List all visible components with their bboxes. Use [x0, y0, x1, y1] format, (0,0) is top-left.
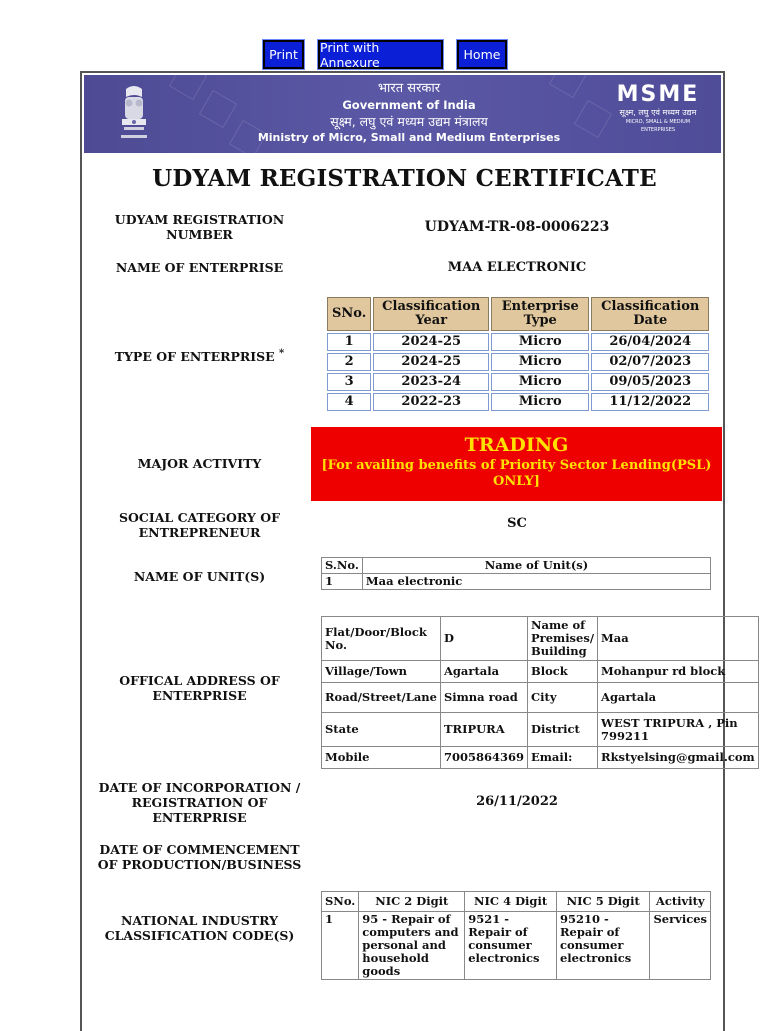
certificate-title: UDYAM REGISTRATION CERTIFICATE [152, 165, 657, 192]
government-banner [84, 75, 721, 153]
table-header: Enterprise Type [491, 297, 589, 331]
national-emblem-icon [114, 83, 154, 143]
ministry-text: Ministry of Micro, Small and Medium Enterprises [257, 131, 561, 144]
classification-table [325, 295, 711, 413]
major-activity-box [311, 427, 722, 501]
major-activity-label: MAJOR ACTIVITY [137, 456, 262, 471]
table-cell: 2024-25 [373, 333, 489, 351]
table-header: Classification Date [591, 297, 709, 331]
major-activity-value: TRADING [464, 434, 569, 456]
city-label: City [528, 683, 598, 713]
table-cell: 26/04/2024 [591, 333, 709, 351]
reg-number-label: UDYAM REGISTRATION NUMBER [114, 212, 285, 242]
incorporation-date-value: 26/11/2022 [476, 794, 558, 809]
table-row [327, 353, 709, 371]
table-cell: 2 [327, 353, 371, 371]
table-row [322, 683, 759, 713]
table-header: Classification Year [373, 297, 489, 331]
table-header-row [322, 892, 711, 912]
units-table [321, 557, 711, 590]
table-cell: 95 - Repair of computers and personal and household goods [359, 912, 465, 980]
table-header: NIC 5 Digit [556, 892, 650, 912]
email-value: Rkstyelsing@gmail.com [598, 747, 759, 769]
table-header: SNo. [327, 297, 371, 331]
table-cell: 2022-23 [373, 393, 489, 411]
table-cell: 09/05/2023 [591, 373, 709, 391]
home-button[interactable]: Home [457, 40, 507, 69]
village-value: Agartala [440, 661, 527, 683]
address-table [321, 616, 759, 769]
msme-logo-hindi: सूक्ष्म, लघु एवं मध्यम उद्यम [619, 108, 697, 117]
msme-logo [609, 83, 707, 134]
table-header: Name of Unit(s) [362, 558, 710, 574]
table-header: NIC 4 Digit [465, 892, 557, 912]
table-cell: 2024-25 [373, 353, 489, 371]
nic-table [321, 891, 711, 980]
road-value: Simna road [440, 683, 527, 713]
table-cell: Micro [491, 393, 589, 411]
table-row [322, 912, 711, 980]
table-cell: Micro [491, 353, 589, 371]
table-cell: 4 [327, 393, 371, 411]
district-value: WEST TRIPURA , Pin 799211 [598, 713, 759, 747]
table-row [322, 747, 759, 769]
commencement-date-label: DATE OF COMMENCEMENT OF PRODUCTION/BUSINESS [97, 842, 302, 872]
unit-names-label: NAME OF UNIT(S) [133, 569, 266, 584]
table-cell: 95210 - Repair of consumer electronics [556, 912, 650, 980]
mobile-value: 7005864369 [440, 747, 527, 769]
major-activity-note: [For availing benefits of Priority Sector Lending(PSL) ONLY] [321, 458, 712, 489]
premises-value: Maa [598, 617, 759, 661]
table-cell: 1 [322, 912, 359, 980]
table-cell: 3 [327, 373, 371, 391]
table-header: Activity [650, 892, 711, 912]
msme-logo-word: MSME [616, 82, 700, 107]
print-button[interactable]: Print [263, 40, 304, 69]
social-category-label: SOCIAL CATEGORY OF ENTREPRENEUR [119, 510, 280, 540]
table-row [322, 617, 759, 661]
social-category-value: SC [507, 516, 527, 531]
enterprise-type-label [97, 346, 302, 364]
official-address-label: OFFICAL ADDRESS OF ENTERPRISE [119, 673, 280, 703]
government-text: Government of India [342, 98, 476, 112]
incorporation-date-label: DATE OF INCORPORATION / REGISTRATION OF ENTERPRISE [98, 780, 301, 825]
table-cell: Maa electronic [362, 574, 710, 590]
mobile-label: Mobile [322, 747, 441, 769]
table-row [322, 574, 711, 590]
block-value: Mohanpur rd block [598, 661, 759, 683]
hindi-ministry-text: सूक्ष्म, लघु एवं मध्यम उद्यम मंत्रालय [330, 114, 488, 129]
banner-text [257, 81, 561, 146]
top-nav [0, 40, 768, 70]
enterprise-name-label: NAME OF ENTERPRISE [115, 260, 284, 275]
table-cell: 9521 - Repair of consumer electronics [465, 912, 557, 980]
email-label: Email: [528, 747, 598, 769]
block-label: Block [528, 661, 598, 683]
village-label: Village/Town [322, 661, 441, 683]
table-header: SNo. [322, 892, 359, 912]
table-row [322, 661, 759, 683]
table-row [322, 713, 759, 747]
flat-value: D [440, 617, 527, 661]
print-with-annexure-button[interactable]: Print with Annexure [318, 40, 443, 69]
state-value: TRIPURA [440, 713, 527, 747]
table-cell: 1 [322, 574, 363, 590]
nic-codes-label: NATIONAL INDUSTRY CLASSIFICATION CODE(S) [104, 913, 295, 943]
table-header: S.No. [322, 558, 363, 574]
certificate [80, 71, 755, 1031]
city-value: Agartala [598, 683, 759, 713]
enterprise-type-footnote-mark: * [279, 348, 285, 359]
table-row [327, 393, 709, 411]
road-label: Road/Street/Lane [322, 683, 441, 713]
table-cell: 02/07/2023 [591, 353, 709, 371]
table-cell: 2023-24 [373, 373, 489, 391]
table-row [327, 333, 709, 351]
table-header: NIC 2 Digit [359, 892, 465, 912]
hindi-government-text: भारत सरकार [377, 81, 441, 96]
table-header-row [322, 558, 711, 574]
table-cell: Services [650, 912, 711, 980]
table-cell: Micro [491, 333, 589, 351]
msme-logo-subtitle: MICRO, SMALL & MEDIUM ENTERPRISES [625, 119, 691, 133]
state-label: State [322, 713, 441, 747]
reg-number-value: UDYAM-TR-08-0006223 [424, 219, 610, 235]
premises-label: Name of Premises/ Building [528, 617, 598, 661]
flat-label: Flat/Door/Block No. [322, 617, 441, 661]
enterprise-type-label-text: TYPE OF ENTERPRISE [114, 349, 275, 365]
table-cell: 11/12/2022 [591, 393, 709, 411]
district-label: District [528, 713, 598, 747]
table-row [327, 373, 709, 391]
table-header-row [327, 297, 709, 331]
enterprise-name-value: MAA ELECTRONIC [447, 260, 587, 275]
table-cell: 1 [327, 333, 371, 351]
table-cell: Micro [491, 373, 589, 391]
